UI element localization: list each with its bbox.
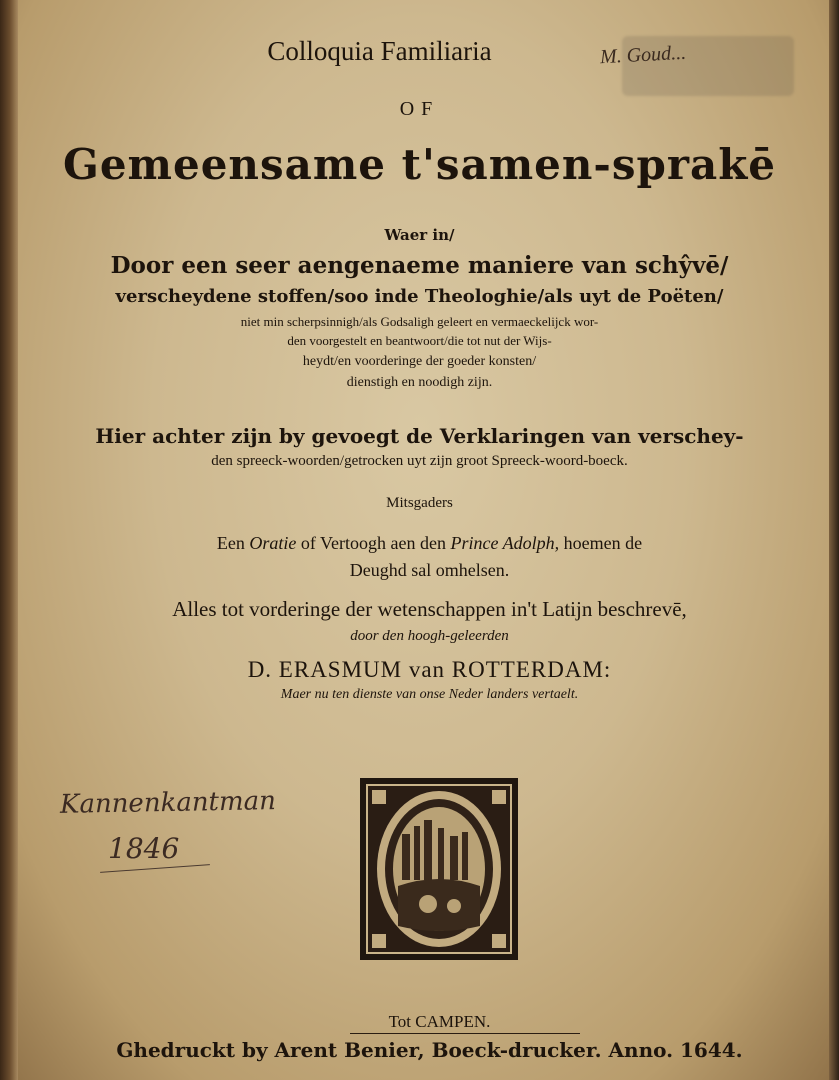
translator-line: Maer nu ten dienste van onse Neder landers vertaelt. [280,687,579,702]
oratie-part-3: hoemen de [559,533,643,553]
subtitle-line-2: verscheydene stoffen/soo inde Theologhie/als uyt de Poëten/ [115,286,724,307]
subtitle-line-6: dienstigh en noodigh zijn. [346,375,493,390]
oratie-word: Oratie [249,533,297,553]
oratie-line-2: Deughd sal omhelsen. [349,560,510,580]
subtitle-waer-in: Waer in/ [384,226,455,244]
subtitle-line-1: Door een seer aengenaeme maniere van schŷvē/ [110,252,729,279]
title-of: OF [399,98,440,120]
imprint-line: Ghedruckt by Arent Benier, Boeck-drucker. Anno. 1644. [116,1038,743,1062]
appendix-line-1: Hier achter zijn by gevoegt de Verklaringen van verschey- [95,424,744,448]
author-name: D. ERASMUM van ROTTERDAM: [247,657,612,682]
appendix-line-2: den spreeck-woorden/getrocken uyt zijn groot Spreeck-woord-boeck. [211,453,628,469]
oratie-part-2: of Vertoogh aen den [296,533,451,553]
alles-line: Alles tot vorderinge der wetenschappen in't Latijn beschrevē, [172,597,687,621]
subtitle-line-5: heydt/en voorderinge der goeder konsten/ [302,354,537,369]
imprint-place: Tot CAMPEN. [388,1012,491,1031]
mitsgaders: Mitsgaders [386,495,453,511]
imprint-rule [350,1033,580,1034]
subtitle-line-3: niet min scherpsinnigh/als Godsaligh geleert en vermaeckelijck wor- [240,314,599,329]
owner-year: 1846 [108,832,180,865]
owner-signature: Kannenkantman [59,786,277,820]
door-line: door den hoogh-geleerden [350,628,509,644]
subtitle-line-4: den voorgestelt en beantwoort/die tot nut der Wijs- [287,333,552,348]
oratie-part-1: Een [216,533,250,553]
oratie-line [10,533,839,554]
top-signature: M. Goud... [599,41,687,69]
printers-device-emblem [358,776,520,962]
title-latin: Colloquia Familiaria [267,36,492,66]
title-dutch: Gemeensame t'samen-sprakē [62,140,777,189]
prince-name: Prince Adolph, [450,533,560,553]
signature-flourish [100,864,210,873]
